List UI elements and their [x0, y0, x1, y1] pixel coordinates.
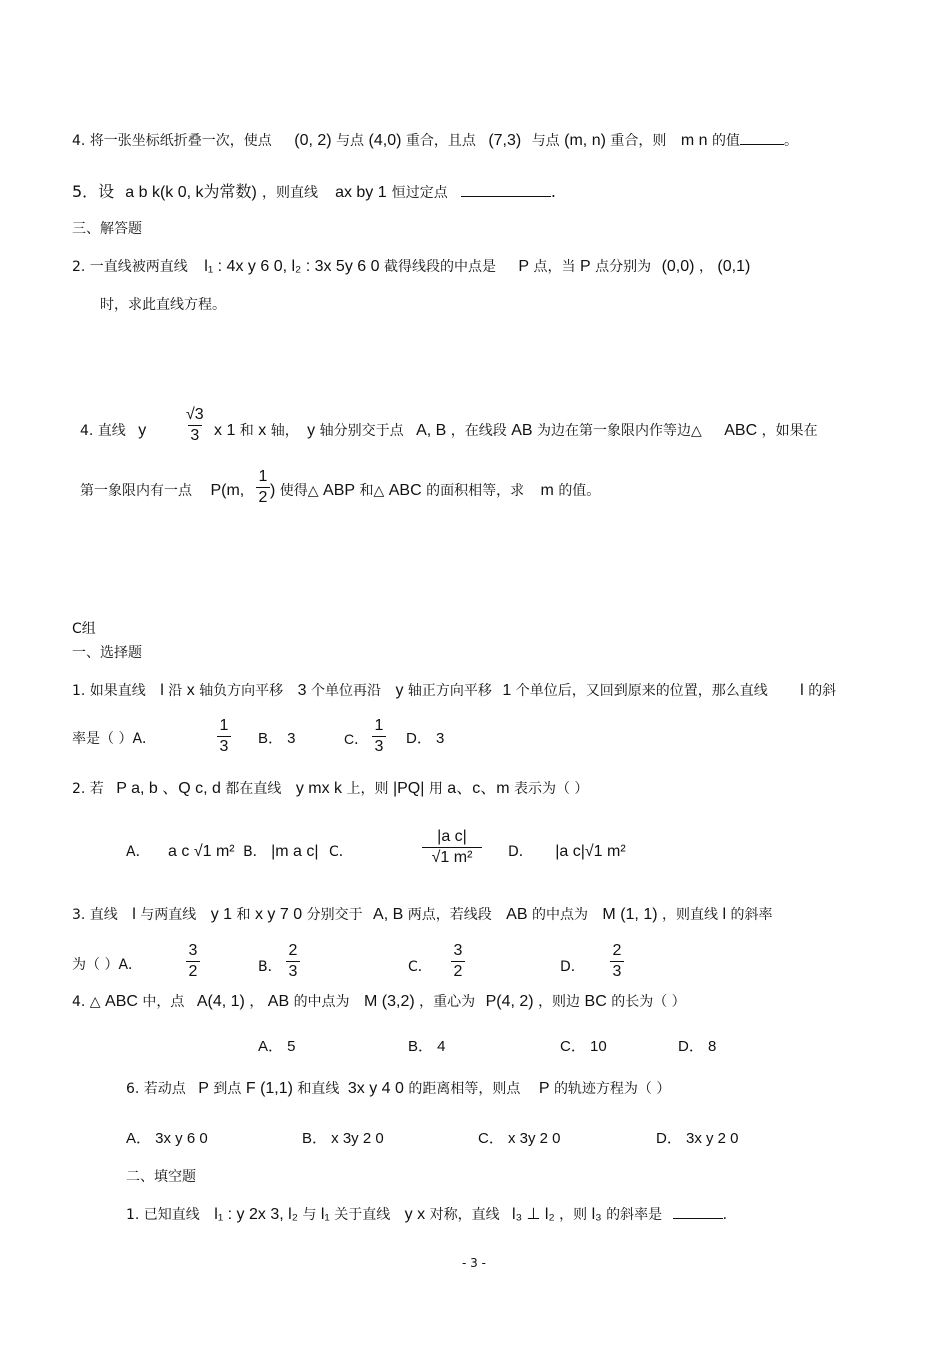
option-b: B． 4 [408, 1038, 446, 1055]
option-a: A． 5 [258, 1038, 296, 1055]
option-a: A． 3x y 6 0 [126, 1130, 208, 1147]
option-b-label: B． [258, 959, 282, 975]
option-d-label: D． [560, 959, 585, 975]
option-a-fraction: 3 2 [186, 942, 200, 981]
option-c-label: C． [408, 959, 432, 975]
fraction-sqrt3-over-3: √3 3 [186, 406, 204, 444]
choice-question-2-option-d: D． |a c|√1 m² [508, 843, 626, 860]
choice-question-3: 3. 直线 l 与两直线 y 1 和 x y 7 0 分别交于 A, B 两点，若线段 AB 的中点为 M (1, 1) ，则直线 l 的斜率 [72, 906, 773, 923]
option-b-fraction: 2 3 [286, 942, 300, 981]
answer-blank [740, 130, 784, 145]
question-2-line2: 时，求此直线方程。 [100, 297, 226, 313]
answer-blank [673, 1204, 723, 1219]
option-b: B． 3 [258, 730, 296, 747]
option-d: D． 3x y 2 0 [656, 1130, 739, 1147]
option-c-fraction: 1 3 [372, 717, 386, 756]
option-c: C． x 3y 2 0 [478, 1130, 561, 1147]
choice-question-2-options: A． a c √1 m² B． |m a c| C． [126, 843, 353, 860]
option-c-fraction: 3 2 [451, 942, 465, 981]
question-4-triangle: 4. 直线 y [80, 422, 147, 439]
question-4-triangle-rest: x 1 和 x 轴， y 轴分别交于点 A, B ，在线段 AB 为边在第一象限内作等边△ ABC ，如果在 [214, 422, 818, 439]
option-d: D． 8 [678, 1038, 717, 1055]
choice-question-6: 6. 若动点 P 到点 F (1,1) 和直线 3x y 4 0 的距离相等，则点 P 的轨迹方程为（ ） [126, 1080, 671, 1097]
fraction-one-half: 1 2 [256, 468, 270, 507]
choice-question-1: 1. 如果直线 l 沿 x 轴负方向平移 3 个单位再沿 y 轴正方向平移 1 个单位后，又回到原来的位置，那么直线 l 的斜 [72, 682, 837, 699]
option-d: D． 3 [406, 730, 445, 747]
option-d-fraction: 2 3 [610, 942, 624, 981]
option-c-fraction-abs: |a c| √1 m² [422, 828, 482, 867]
option-c: C． 10 [560, 1038, 607, 1055]
question-5: 5．设 a b k(k 0, k为常数) ，则直线 ax by 1 恒过定点 . [72, 182, 556, 201]
section-heading-fill: 二、填空题 [126, 1169, 196, 1185]
section-heading-choice: 一、选择题 [72, 645, 142, 661]
option-b: B． x 3y 2 0 [302, 1130, 384, 1147]
fill-question-1: 1. 已知直线 l₁ : y 2x 3, l₂ 与 l₁ 关于直线 y x 对称，直线 l₃ ⊥ l₂ ，则 l₃ 的斜率是 . [126, 1206, 728, 1223]
choice-question-2: 2. 若 P a, b 、Q c, d 都在直线 y mx k 上，则 |PQ| 用 a、c、m 表示为（ ） [72, 780, 589, 797]
section-heading-answer: 三、解答题 [72, 221, 142, 237]
question-4-fold: 4. 将一张坐标纸折叠一次，使点 (0, 2) 与点 (4,0) 重合，且点 (7,3) 与点 (m, n) 重合，则 m n 的值 。 [72, 132, 798, 149]
question-4-triangle-line2-rest: ) 使得△ ABP 和△ ABC 的面积相等，求 m 的值。 [270, 482, 601, 499]
choice-question-4: 4. △ ABC 中，点 A(4, 1) ， AB 的中点为 M (3,2) ，重心为 P(4, 2) ，则边 BC 的长为（ ） [72, 993, 686, 1010]
answer-blank [461, 182, 551, 197]
group-c-heading: C组 [72, 621, 96, 637]
choice-question-3-options: 为（ ）A． [72, 957, 143, 973]
question-4-triangle-line2: 第一象限内有一点 P(m, [80, 482, 245, 499]
page-number: - 3 - [462, 1256, 486, 1270]
choice-question-1-options: 率是（ ）A． [72, 731, 157, 747]
option-c-label: C． [344, 731, 369, 747]
question-2-midpoint: 2. 一直线被两直线 l₁ : 4x y 6 0, l₂ : 3x 5y 6 0 截得线段的中点是 P 点，当 P 点分别为 (0,0) ， (0,1) [72, 258, 751, 275]
option-a-fraction: 1 3 [217, 717, 231, 756]
